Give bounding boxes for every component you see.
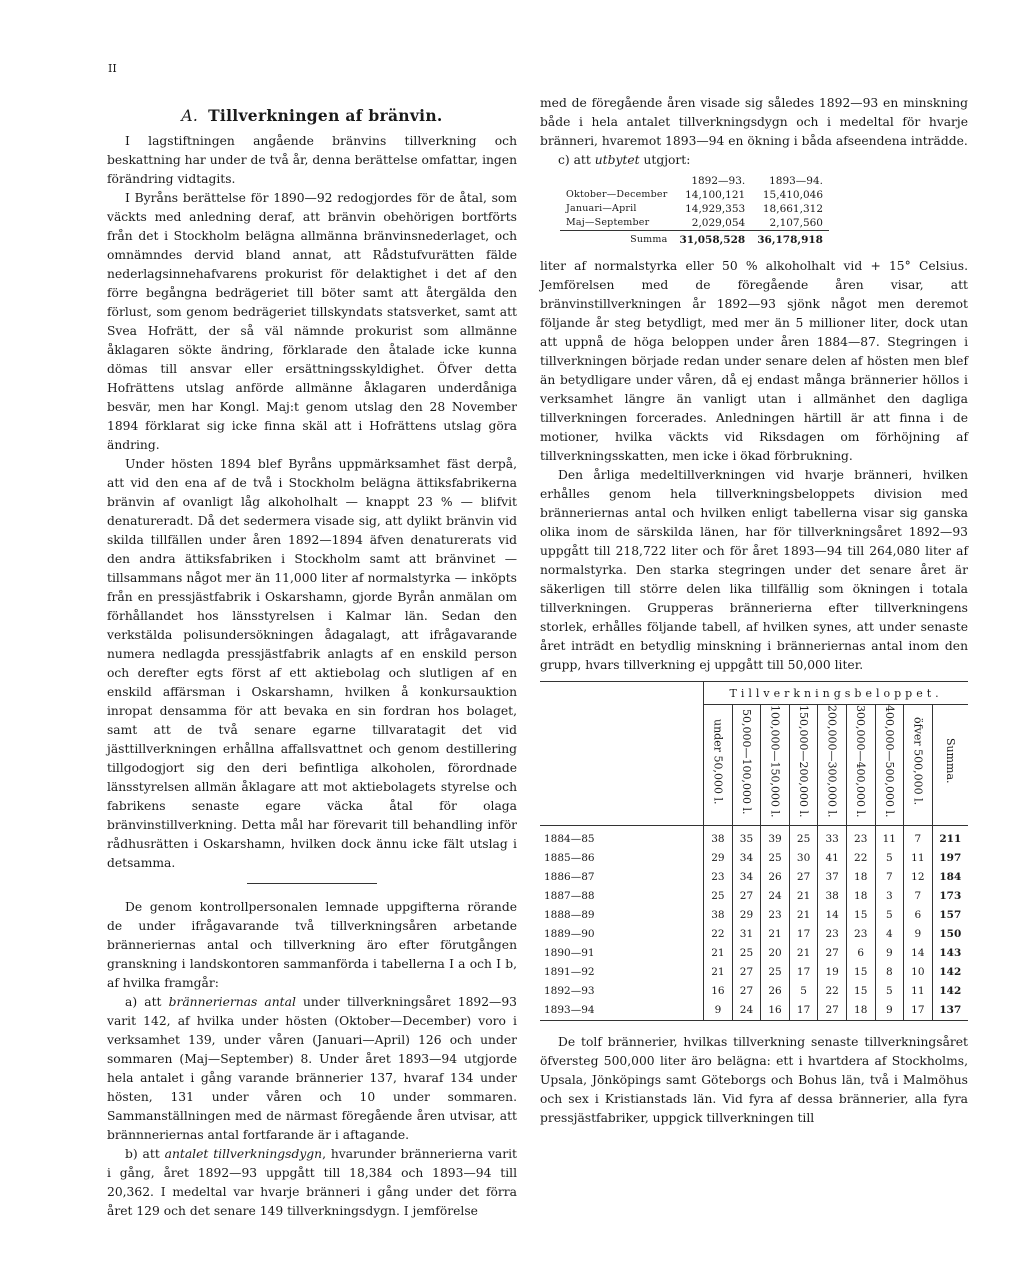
value-cell: 25 [704, 887, 733, 906]
value-cell: 9 [875, 944, 904, 963]
value-cell: 15 [846, 982, 875, 1001]
sum-cell: 143 [932, 944, 968, 963]
value-cell: 11 [875, 825, 904, 849]
value-cell: 12 [904, 868, 933, 887]
sum-cell: 211 [932, 825, 968, 849]
value-cell: 11 [904, 849, 933, 868]
value-cell: 22 [818, 982, 847, 1001]
right-column [540, 94, 968, 1128]
value-cell: 24 [732, 1001, 761, 1021]
year-cell: 1884—85 [544, 832, 595, 845]
table-row [540, 887, 968, 906]
value-cell: 25 [732, 944, 761, 963]
left-column [107, 94, 517, 1221]
value-cell: 21 [789, 906, 818, 925]
sum-cell: 184 [932, 868, 968, 887]
paragraph: I lagstiftningen angående bränvins tillverkning och beskattning har under de två år, denna berättelse omfattar, ingen förändring vidtagits. [107, 134, 517, 186]
value-cell: 14 [818, 906, 847, 925]
value-cell: 39 [761, 825, 790, 849]
value-cell: 30 [789, 849, 818, 868]
table-title: Tillverkningsbeloppet. [704, 682, 968, 705]
value-cell: 18 [846, 887, 875, 906]
paragraph: De genom kontrollpersonalen lemnade uppgifterna rörande de under ifrågavarande två tillverkningsåren arbetande bränneriernas antal och tillverkning äro efter förutgången granskning i landskontoren sammanförda i tabellerna I a och I b, af hvilka framgår: [107, 900, 517, 990]
section-letter: A. [181, 107, 199, 125]
column-header: öfver 500,000 l. [904, 705, 933, 826]
table-row [540, 1001, 968, 1021]
value-cell: 9 [904, 925, 933, 944]
paragraph: b) att antalet tillverkningsdygn, hvarunder brännerierna varit i gång, året 1892—93 uppgått till 18,384 och 1893—94 till 20,362. I medeltal var hvarje bränneri i gång under det förra året 129 och det senare 149 tillverkningsdygn. I jemförelse [107, 1147, 517, 1218]
table-row: Maj—September 2,029,054 2,107,560 [566, 217, 823, 229]
value-cell: 22 [704, 925, 733, 944]
year-cell: 1886—87 [544, 870, 595, 883]
year-cell: 1885—86 [544, 851, 595, 864]
column-header: 50,000—100,000 l. [732, 705, 761, 826]
value-cell: 29 [732, 906, 761, 925]
distribution-table [540, 681, 968, 1021]
table-row [540, 944, 968, 963]
paragraph: Under hösten 1894 blef Byråns uppmärksamhet fäst derpå, att vid den ena af de två i Stockholm belägna ättiksfabrikerna bränvin af ovanligt låg alkoholhalt — knappt 23 % — blifvit denatureradt. Då det sedermera visade sig, att dylikt bränvin vid skilda tillfällen under åren 1892—1894 äfven denaturerats vid den andra ättiksfabriken i Stockholm samt att bränvinet — tillsammans något mer än 11,000 liter af normalstyrka — inköpts från en pressjästfabrik i Oskarshamn, gjorde Byrån anmälan om förhållandet hos länsstyrelsen i Kalmar län. Sedan den verkstälda polisundersökningen ådagalagt, att ifrågavarande numera nedlagda pressjästfabrik anlagts af en enskild person och derefter egts först af ett aktiebolag och slutligen af en enskild affärsman i Oskarshamn, hvilken å konkursauktion inropat densamma för att bevaka en sin fordran hos bolaget, samt att de två senare egarne tillvaratagit det vid jästtillverkningen erhållna affallsvattnet och genom destillering tillgodogjort sig den deri befintliga alkoholen, förordnade länsstyrelsen allmän åklagare att mot aktiebolagets styrelse och fabrikens senaste egare väcka åtal för olaga bränvinstillverkning. Detta mål har förevarit till behandling inför rådhusrätten i Oskarshamn, hvilken dock ännu icke fält utslag i detsamma. [107, 457, 517, 870]
value-cell: 19 [818, 963, 847, 982]
divider [247, 883, 377, 884]
value-cell: 27 [818, 944, 847, 963]
value-cell: 38 [704, 906, 733, 925]
table-row [540, 868, 968, 887]
sum-cell: 173 [932, 887, 968, 906]
value-cell: 15 [846, 906, 875, 925]
value-cell: 17 [789, 925, 818, 944]
value-cell: 25 [761, 849, 790, 868]
value-cell: 9 [704, 1001, 733, 1021]
value-cell: 38 [704, 825, 733, 849]
page-number: II [108, 62, 117, 75]
value-cell: 35 [732, 825, 761, 849]
value-cell: 23 [818, 925, 847, 944]
value-cell: 26 [761, 868, 790, 887]
value-cell: 4 [875, 925, 904, 944]
value-cell: 21 [789, 944, 818, 963]
value-cell: 5 [875, 982, 904, 1001]
table-row: Oktober—December 14,100,121 15,410,046 [566, 189, 823, 201]
value-cell: 10 [904, 963, 933, 982]
table-row [540, 849, 968, 868]
header-cell: 1893—94. [769, 175, 823, 187]
year-cell: 1888—89 [544, 908, 595, 921]
value-cell: 17 [904, 1001, 933, 1021]
value-cell: 23 [704, 868, 733, 887]
value-cell: 17 [789, 1001, 818, 1021]
value-cell: 5 [789, 982, 818, 1001]
value-cell: 27 [732, 963, 761, 982]
value-cell: 24 [761, 887, 790, 906]
paragraph: I Byråns berättelse för 1890—92 redogjordes för de åtal, som väckts med anledning deraf, att bränvin obehörigen bortförts från det i Stockholm belägna allmänna bränvinsnederlaget, och omnämndes dervid bland annat, att Rådstufvurätten fälde nederlagsinnehafvarens prokurist för delaktighet i det af den förre begångna bedrägeriet till böter samt att återgälda den förlust, som genom bedrägeriet tillskyndats statsverket, samt att Svea Hofrätt, der så väl nämnde prokurist som allmänne åklagaren sökte ändring, förklarade den åtalade icke kunna dömas till ansvar eller ersättningsskyldighet. Öfver detta Hofrättens utslag anförde allmänne åklagaren underdåniga besvär, men har Kongl. Maj:t genom utslag den 28 November 1894 förklarat sig icke finna skäl att i Hofrättens utslag göra ändring. [107, 191, 517, 452]
value-cell: 7 [875, 868, 904, 887]
table-row [540, 982, 968, 1001]
value-cell: 41 [818, 849, 847, 868]
column-header: 200,000—300,000 l. [818, 705, 847, 826]
year-cell: 1890—91 [544, 946, 595, 959]
sum-cell: 137 [932, 1001, 968, 1021]
value-cell: 34 [732, 849, 761, 868]
value-cell: 27 [818, 1001, 847, 1021]
table-row [540, 925, 968, 944]
value-cell: 15 [846, 963, 875, 982]
value-cell: 21 [789, 887, 818, 906]
value-cell: 21 [704, 944, 733, 963]
year-cell: 1892—93 [544, 984, 595, 997]
value-cell: 23 [846, 825, 875, 849]
year-cell: 1887—88 [544, 889, 595, 902]
column-header: 100,000—150,000 l. [761, 705, 790, 826]
value-cell: 16 [704, 982, 733, 1001]
sum-cell: 150 [932, 925, 968, 944]
table-row [540, 906, 968, 925]
value-cell: 17 [789, 963, 818, 982]
section-title: Tillverkningen af bränvin. [208, 106, 443, 125]
sum-cell: 142 [932, 963, 968, 982]
production-table [560, 174, 829, 247]
column-header: 150,000—200,000 l. [789, 705, 818, 826]
paragraph: c) att utbytet utgjort: [558, 153, 691, 167]
value-cell: 7 [904, 887, 933, 906]
value-cell: 23 [846, 925, 875, 944]
value-cell: 37 [818, 868, 847, 887]
value-cell: 22 [846, 849, 875, 868]
value-cell: 11 [904, 982, 933, 1001]
paragraph: Den årliga medeltillverkningen vid hvarje bränneri, hvilken erhålles genom hela tillverkningsbeloppets division med bränneriernas antal och hvilken enligt tabellerna visar sig ganska olika inom de särskilda länen, har för tillverkningsåret 1892—93 uppgått till 218,722 liter och för året 1893—94 till 264,080 liter af normalstyrka. Den starka stegringen under det senare året är säkerligen till större delen lika tillfällig som ökningen i totala tillverkningen. Grupperas brännerierna efter tillverkningens storlek, erhålles följande tabell, af hvilken synes, att under senaste året inträdt en betydlig minskning i bränneriernas antal inom den grupp, hvars tillverkning ej uppgått till 50,000 liter. [540, 468, 968, 672]
value-cell: 25 [789, 825, 818, 849]
column-header: 300,000—400,000 l. [846, 705, 875, 826]
value-cell: 25 [761, 963, 790, 982]
header-cell: 1892—93. [691, 175, 746, 187]
column-header: under 50,000 l. [704, 705, 733, 826]
section-heading [107, 106, 517, 126]
value-cell: 5 [875, 906, 904, 925]
value-cell: 31 [732, 925, 761, 944]
value-cell: 14 [904, 944, 933, 963]
value-cell: 27 [789, 868, 818, 887]
year-cell: 1891—92 [544, 965, 595, 978]
sum-cell: 157 [932, 906, 968, 925]
year-cell: 1889—90 [544, 927, 595, 940]
value-cell: 29 [704, 849, 733, 868]
value-cell: 27 [732, 887, 761, 906]
value-cell: 5 [875, 849, 904, 868]
value-cell: 16 [761, 1001, 790, 1021]
table-row [540, 825, 968, 849]
value-cell: 26 [761, 982, 790, 1001]
value-cell: 33 [818, 825, 847, 849]
value-cell: 9 [875, 1001, 904, 1021]
sum-cell: 142 [932, 982, 968, 1001]
value-cell: 34 [732, 868, 761, 887]
value-cell: 38 [818, 887, 847, 906]
value-cell: 21 [761, 925, 790, 944]
value-cell: 7 [904, 825, 933, 849]
column-header: Summa. [932, 705, 968, 826]
value-cell: 3 [875, 887, 904, 906]
value-cell: 23 [761, 906, 790, 925]
column-header: 400,000—500,000 l. [875, 705, 904, 826]
value-cell: 18 [846, 1001, 875, 1021]
value-cell: 20 [761, 944, 790, 963]
value-cell: 6 [904, 906, 933, 925]
paragraph: De tolf brännerier, hvilkas tillverkning senaste tillverkningsåret öfversteg 500,000 liter äro belägna: ett i hvartdera af Stockholms, Upsala, Jönköpings samt Göteborgs och Bohus län, två i Malmöhus och sex i Kristianstads län. Vid fyra af dessa brännerier, alla fyra pressjästfabriker, uppgick tillverkningen till [540, 1034, 968, 1125]
paragraph: a) att bränneriernas antal under tillverkningsåret 1892—93 varit 142, af hvilka under hösten (Oktober—December) voro i verksamhet 139, under våren (Januari—April) 126 och under sommaren (Maj—September) 8. Under året 1893—94 utgjorde hela antalet i gång varande brännerier 137, hvaraf 134 under hösten, 131 under våren och 10 under sommaren. Sammanställningen med de närmast föregående åren utvisar, att brännneriernas antal fortfarande är i aftagande. [107, 995, 517, 1142]
year-cell: 1893—94 [540, 1001, 704, 1021]
sum-row: Summa 31,058,528 36,178,918 [560, 231, 829, 248]
table-row: Januari—April 14,929,353 18,661,312 [566, 203, 823, 215]
value-cell: 8 [875, 963, 904, 982]
value-cell: 21 [704, 963, 733, 982]
paragraph: med de föregående åren visade sig således 1892—93 en minskning både i hela antalet tillverkningsdygn och i medeltal för hvarje bränneri, hvaremot 1893—94 en ökning i båda afseendena inträdde. [540, 96, 968, 148]
value-cell: 6 [846, 944, 875, 963]
paragraph: liter af normalstyrka eller 50 % alkoholhalt vid + 15° Celsius. Jemförelsen med de föregående åren visar, att bränvinstillverkningen år 1892—93 sjönk något men deremot följande år steg betydligt, med mer än 5 millioner liter, dock utan att uppnå de höga beloppen under åren 1884—87. Stegringen i tillverkningen började redan under senare delen af hösten men blef än betydligare under våren, då ej endast många brännerier höllos i verksamhet längre än vanligt utan i allmänhet den dagliga tillverkningen forcerades. Anledningen härtill är att finna i de motioner, hvilka väckts vid Riksdagen om förhöjning af tillverkningsskatten, men icke i ökad förbrukning. [540, 259, 968, 463]
value-cell: 27 [732, 982, 761, 1001]
value-cell: 18 [846, 868, 875, 887]
table-row [540, 963, 968, 982]
sum-cell: 197 [932, 849, 968, 868]
